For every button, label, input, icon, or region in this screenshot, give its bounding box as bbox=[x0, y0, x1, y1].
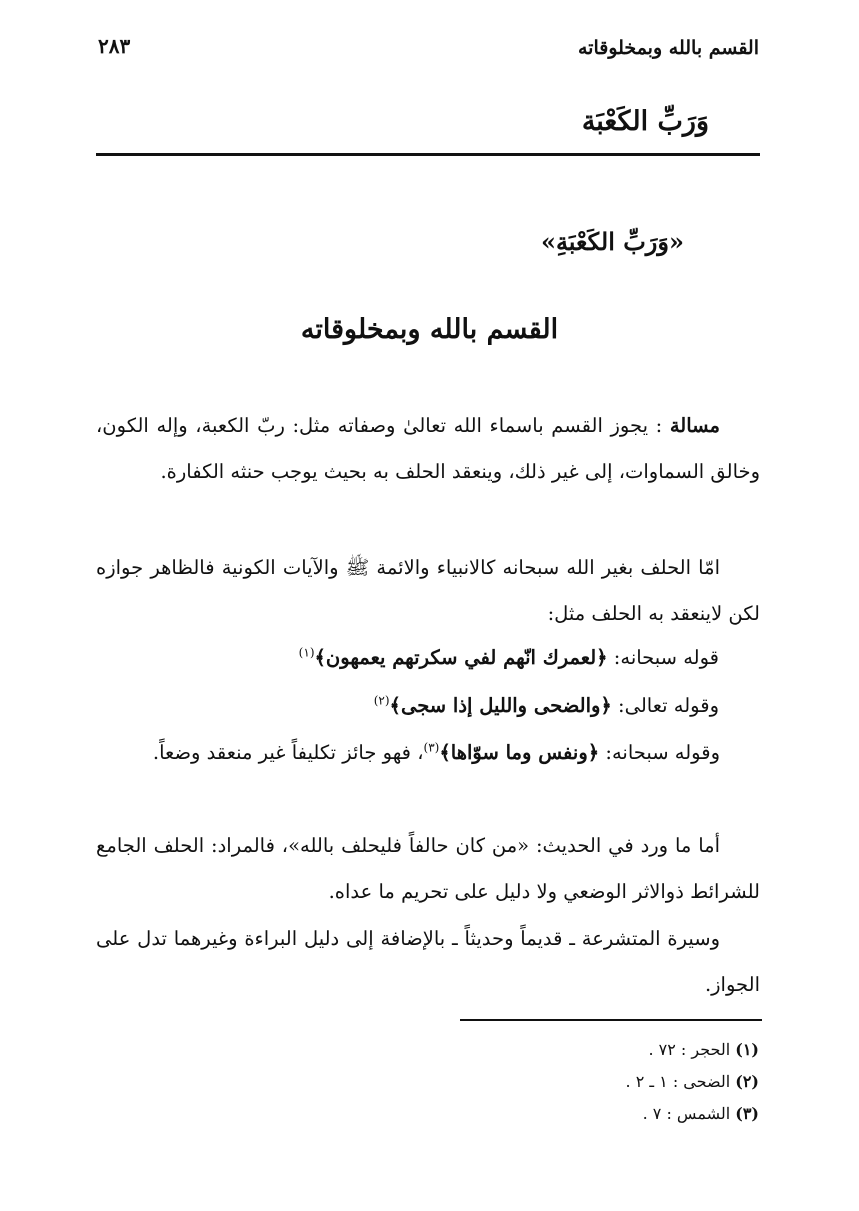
running-title: القسم بالله وبمخلوقاته bbox=[577, 37, 759, 59]
footnote-2 bbox=[626, 1068, 759, 1096]
footnote-2-text: الضحى : ١ ـ ٢ . bbox=[625, 1072, 736, 1091]
footnote-1-number: (١) bbox=[735, 1040, 759, 1059]
quote-1-prefix: قوله سبحانه: bbox=[607, 646, 719, 669]
paragraph-sira bbox=[96, 916, 760, 1008]
nafs-rest: ، فهو جائز تكليفاً غير منعقد وضعاً. bbox=[152, 741, 424, 764]
footnote-2-number: (٢) bbox=[735, 1072, 759, 1091]
quote-1-verse: ﴿لعمرك انّهم لفي سكرتهم يعمهون﴾ bbox=[314, 646, 608, 669]
footnote-1 bbox=[648, 1036, 759, 1064]
footnote-ref-2: (٢) bbox=[373, 693, 390, 708]
nafs-verse: ﴿ونفس وما سوّاها﴾ bbox=[439, 741, 600, 764]
oath-by-others-text: امّا الحلف بغير الله سبحانه كالانبياء والائمة ﷺ والآيات الكونية فالظاهر جوازه لكن لاينعقد به الحلف مثل: bbox=[96, 556, 760, 625]
header-divider bbox=[96, 153, 760, 156]
section-title: «وَرَبِّ الكَعْبَةِ» bbox=[540, 227, 684, 256]
paragraph-oath-by-others bbox=[96, 545, 760, 637]
masala-text: : يجوز القسم باسماء الله تعالىٰ وصفاته مثل: ربّ الكعبة، وإله الكون، وخالق السماوات، إلى غير ذلك، وينعقد الحلف به بحيث يوجب حنثه الكفارة. bbox=[96, 414, 760, 483]
page-number: ٢٨٣ bbox=[98, 34, 131, 58]
paragraph-nafs bbox=[96, 730, 760, 776]
quote-line-1 bbox=[299, 635, 719, 681]
nafs-prefix: وقوله سبحانه: bbox=[599, 741, 720, 764]
quote-line-2 bbox=[374, 683, 719, 729]
quote-2-verse: ﴿والضحى والليل إذا سجى﴾ bbox=[389, 694, 612, 717]
footnote-divider bbox=[460, 1019, 762, 1021]
chapter-title: وَرَبِّ الكَعْبَة bbox=[581, 106, 709, 137]
hadith-text: أما ما ورد في الحديث: «من كان حالفاً فليحلف بالله»، فالمراد: الحلف الجامع للشرائط ذوالاثر الوضعي ولا دليل على تحريم ما عداه. bbox=[96, 834, 760, 903]
masala-label: مسالة bbox=[669, 414, 720, 437]
main-heading: القسم بالله وبمخلوقاته bbox=[300, 314, 559, 345]
footnote-1-text: الحجر : ٧٢ . bbox=[648, 1040, 736, 1059]
footnote-3 bbox=[643, 1100, 759, 1128]
paragraph-hadith bbox=[96, 823, 760, 915]
quote-2-prefix: وقوله تعالى: bbox=[611, 694, 719, 717]
footnote-ref-3: (٣) bbox=[423, 740, 440, 755]
sira-text: وسيرة المتشرعة ـ قديماً وحديثاً ـ بالإضافة إلى دليل البراءة وغيرهما تدل على الجواز. bbox=[96, 927, 760, 996]
footnote-3-text: الشمس : ٧ . bbox=[642, 1104, 736, 1123]
footnote-ref-1: (١) bbox=[298, 645, 315, 660]
footnote-3-number: (٣) bbox=[735, 1104, 759, 1123]
paragraph-masala bbox=[96, 403, 760, 495]
